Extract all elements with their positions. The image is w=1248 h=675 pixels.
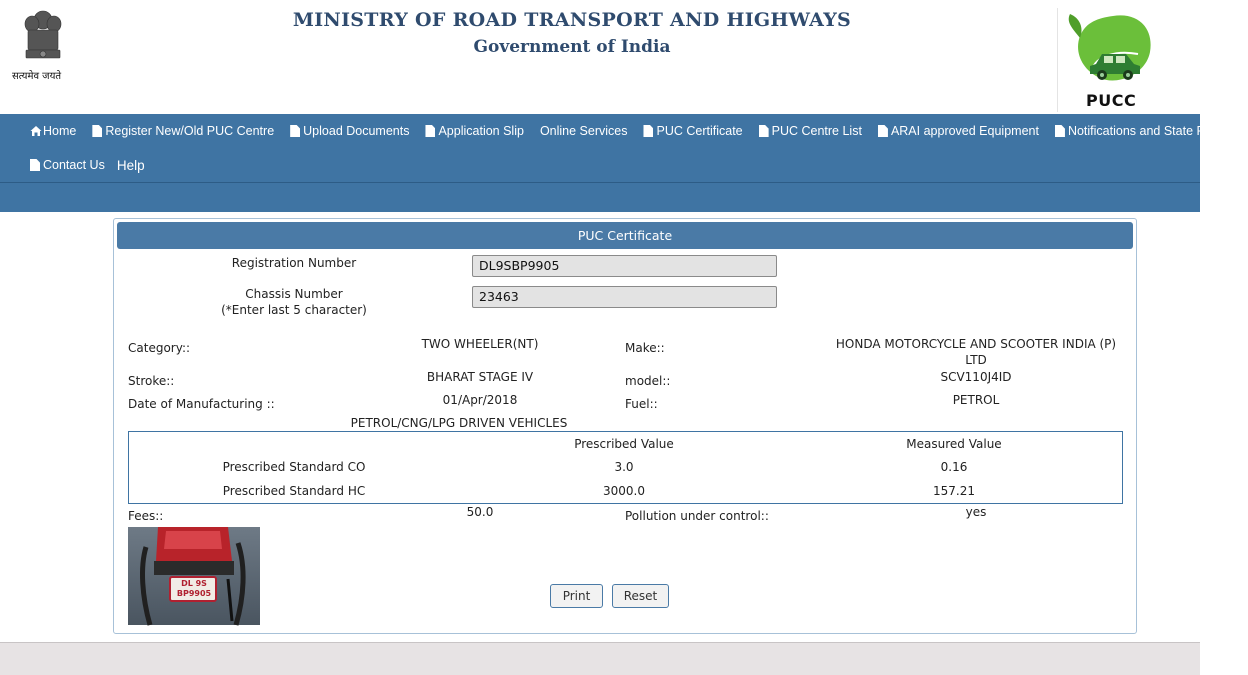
registration-number-input[interactable]: DL9SBP9905 [472, 255, 777, 277]
chassis-number-input[interactable]: 23463 [472, 286, 777, 308]
category-label: Category:: [128, 341, 191, 355]
home-icon [30, 125, 40, 137]
table-row-hc-prescribed: 3000.0 [603, 484, 645, 498]
table-row-co-measured: 0.16 [940, 460, 968, 474]
nav-item-label: Application Slip [438, 124, 524, 138]
puc-certificate-panel [113, 218, 1137, 634]
document-icon [1055, 125, 1065, 137]
model-value: SCV110J4ID [940, 370, 1012, 384]
main-nav [0, 114, 1232, 182]
manufacturing-date-value: 01/Apr/2018 [442, 393, 518, 407]
nav-item-application-slip[interactable] [425, 124, 523, 138]
nav-item-label: Home [43, 124, 77, 138]
make-value: HONDA MOTORCYCLE AND SCOOTER INDIA (P) [835, 337, 1117, 351]
nav-item-register-puc-centre[interactable] [92, 124, 274, 138]
nav-item-label: PUC Centre List [771, 124, 862, 138]
panel-title: PUC Certificate [117, 222, 1133, 249]
vehicle-photo [128, 527, 260, 625]
nav-row-1 [30, 114, 1248, 148]
nav-item-label: Contact Us [43, 158, 105, 172]
fuel-label: Fuel:: [625, 397, 658, 411]
document-icon [290, 125, 300, 137]
nav-sub-bar [0, 182, 1200, 212]
make-label: Make:: [625, 341, 665, 355]
document-icon [92, 125, 102, 137]
document-icon [759, 125, 769, 137]
table-row-hc-measured: 157.21 [933, 484, 975, 498]
nav-item-online-services[interactable] [540, 124, 628, 138]
chassis-hint: (*Enter last 5 character) [221, 303, 367, 317]
category-value: TWO WHEELER(NT) [421, 337, 539, 351]
nav-item-label: Upload Documents [303, 124, 410, 138]
nav-item-label: Notifications and State Forms [1067, 124, 1232, 138]
plate-line-2: BP9905 [176, 589, 212, 598]
puc-value: yes [965, 505, 987, 519]
table-row-hc-label: Prescribed Standard HC [222, 484, 366, 498]
table-row-co-label: Prescribed Standard CO [222, 460, 366, 474]
nav-item-contact-us[interactable] [30, 158, 105, 172]
pucc-logo [1057, 8, 1167, 112]
table-header-prescribed: Prescribed Value [574, 437, 674, 451]
car-leaf-icon [1058, 8, 1168, 92]
manufacturing-date-label: Date of Manufacturing :: [128, 397, 275, 411]
plate-line-1: DL 9S [181, 579, 207, 588]
emission-values-table [128, 431, 1123, 504]
puc-label: Pollution under control:: [625, 509, 769, 523]
print-button[interactable]: Print [550, 584, 603, 608]
site-header [0, 0, 1200, 114]
nav-item-puc-centre-list[interactable] [759, 124, 862, 138]
document-icon [30, 159, 40, 171]
footer-bar [0, 642, 1200, 675]
document-icon [878, 125, 888, 137]
document-icon [425, 125, 435, 137]
model-label: model:: [625, 374, 671, 388]
nav-item-label: Register New/Old PUC Centre [105, 124, 275, 138]
pucc-logo-text: PUCC [1086, 91, 1137, 110]
fees-label: Fees:: [128, 509, 164, 523]
nav-item-arai-equipment[interactable] [878, 124, 1039, 138]
ministry-title: MINISTRY OF ROAD TRANSPORT AND HIGHWAYS [292, 9, 852, 31]
document-icon [643, 125, 653, 137]
nav-item-label: Online Services [539, 124, 628, 138]
table-header-measured: Measured Value [906, 437, 1002, 451]
make-value-line-2: LTD [965, 353, 987, 367]
fees-value: 50.0 [466, 505, 494, 519]
nav-item-label: Help [116, 157, 145, 173]
emblem-caption: सत्यमेव जयते [12, 71, 62, 82]
nav-item-label: PUC Certificate [656, 124, 743, 138]
nav-item-upload-documents[interactable] [290, 124, 409, 138]
reset-button[interactable]: Reset [612, 584, 669, 608]
nav-item-puc-certificate[interactable] [643, 124, 742, 138]
nav-item-help[interactable] [117, 158, 145, 173]
nav-item-notifications[interactable] [1055, 124, 1232, 138]
nav-item-home[interactable] [30, 124, 76, 138]
stroke-value: BHARAT STAGE IV [426, 370, 534, 384]
fuel-value: PETROL [952, 393, 1000, 407]
stroke-label: Stroke:: [128, 374, 175, 388]
table-row-co-prescribed: 3.0 [614, 460, 634, 474]
registration-label: Registration Number [231, 256, 357, 270]
nav-row-2 [30, 148, 161, 182]
chassis-label: Chassis Number [245, 287, 343, 301]
government-subtitle: Government of India [473, 37, 671, 57]
nav-item-label: ARAI approved Equipment [890, 124, 1039, 138]
section-title: PETROL/CNG/LPG DRIVEN VEHICLES [350, 416, 568, 430]
